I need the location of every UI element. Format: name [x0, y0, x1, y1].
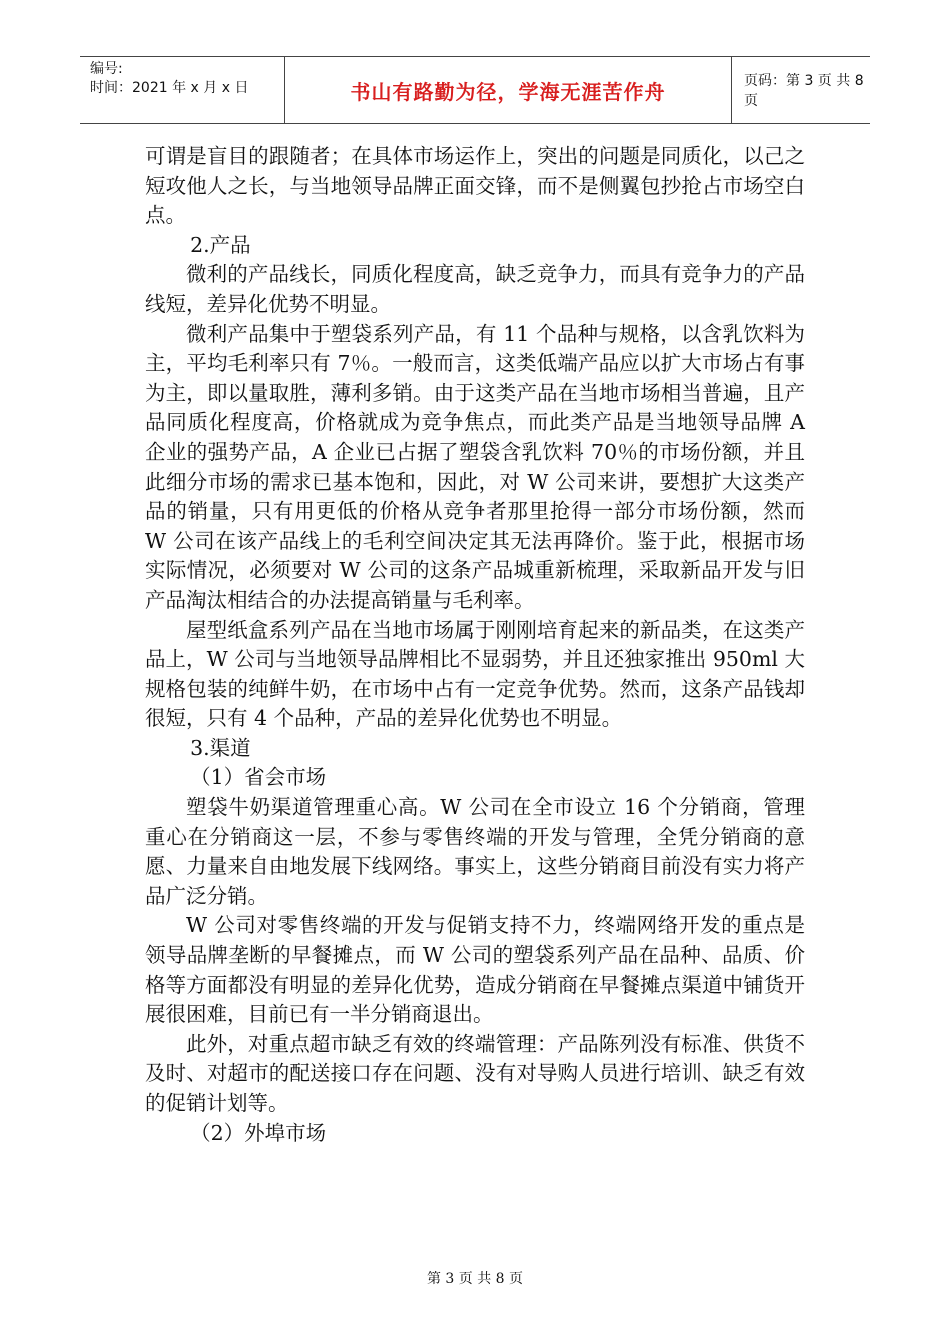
paragraph: 此外，对重点超市缺乏有效的终端管理：产品陈列没有标准、供货不及时、对超市的配送接口存在问题、没有对导购人员进行培训、缺乏有效的促销计划等。	[145, 1031, 805, 1115]
subsection-heading-provincial: （1）省会市场	[190, 765, 327, 790]
paragraph: 可谓是盲目的跟随者；在具体市场运作上，突出的问题是同质化，以己之短攻他人之长，与当地领导品牌正面交锋，而不是侧翼包抄抢占市场空白点。	[145, 144, 805, 228]
document-body	[145, 142, 805, 1148]
paragraph: 微利产品集中于塑袋系列产品，有 11 个品种与规格，以含乳饮料为主，平均毛利率只有 7％。一般而言，这类低端产品应以扩大市场占有事为主，即以量取胜，薄利多销。由于这类产品在当地市场相当普遍，且产品同质化程度高，价格就成为竞争焦点，而此类产品是当地领导品牌 A 企业的强势产品，A 企业已占据了塑袋含乳饮料 70％的市场份额，并且此细分市场的需求已基本饱和，因此，对 W 公司来讲，要想扩大这类产品的销量，只有用更低的价格从竞争者那里抢得一部分市场份额，然而 W 公司在该产品线上的毛利空间决定其无法再降价。鉴于此，根据市场实际情况，必须要对 W 公司的这条产品城重新梳理，采取新品开发与旧产品淘汰相结合的办法提高销量与毛利率。	[145, 321, 805, 612]
subsection-heading-outer-market: （2）外埠市场	[190, 1120, 327, 1145]
date-label: 时间：2021 年 x 月 x 日	[90, 80, 249, 96]
page-header	[80, 56, 870, 124]
serial-number-label: 编号:	[90, 61, 123, 77]
page-footer: 第 3 页 共 8 页	[426, 1271, 524, 1287]
paragraph: 屋型纸盒系列产品在当地市场属于刚刚培育起来的新品类，在这类产品上，W 公司与当地领导品牌相比不显弱势，并且还独家推出 950ml 大规格包装的纯鲜牛奶，在市场中占有一定竞争优势。然而，这条产品钱却很短，只有 4 个品种，产品的差异化优势也不明显。	[145, 617, 805, 731]
section-heading-channel: 3.渠道	[190, 735, 251, 760]
paragraph: 塑袋牛奶渠道管理重心高。W 公司在全市设立 16 个分销商，管理重心在分销商这一层，不参与零售终端的开发与管理，全凭分销商的意愿、力量来自由地发展下线网络。事实上，这些分销商目前没有实力将产品广泛分销。	[145, 795, 805, 908]
paragraph: W 公司对零售终端的开发与促销支持不力，终端网络开发的重点是领导品牌垄断的早餐摊点，而 W 公司的塑袋系列产品在品种、品质、价格等方面都没有明显的差异化优势，造成分销商在早餐摊点渠道中铺货开展很困难，目前已有一半分销商退出。	[145, 913, 805, 1027]
header-page-info: 页码：第 3 页 共 8 页	[744, 73, 864, 109]
section-heading-product: 2.产品	[190, 232, 251, 257]
paragraph: 微利的产品线长，同质化程度高，缺乏竞争力，而具有竞争力的产品线短，差异化优势不明显。	[145, 262, 805, 316]
header-motto: 书山有路勤为径，学海无涯苦作舟	[285, 57, 732, 123]
header-meta	[80, 57, 285, 123]
